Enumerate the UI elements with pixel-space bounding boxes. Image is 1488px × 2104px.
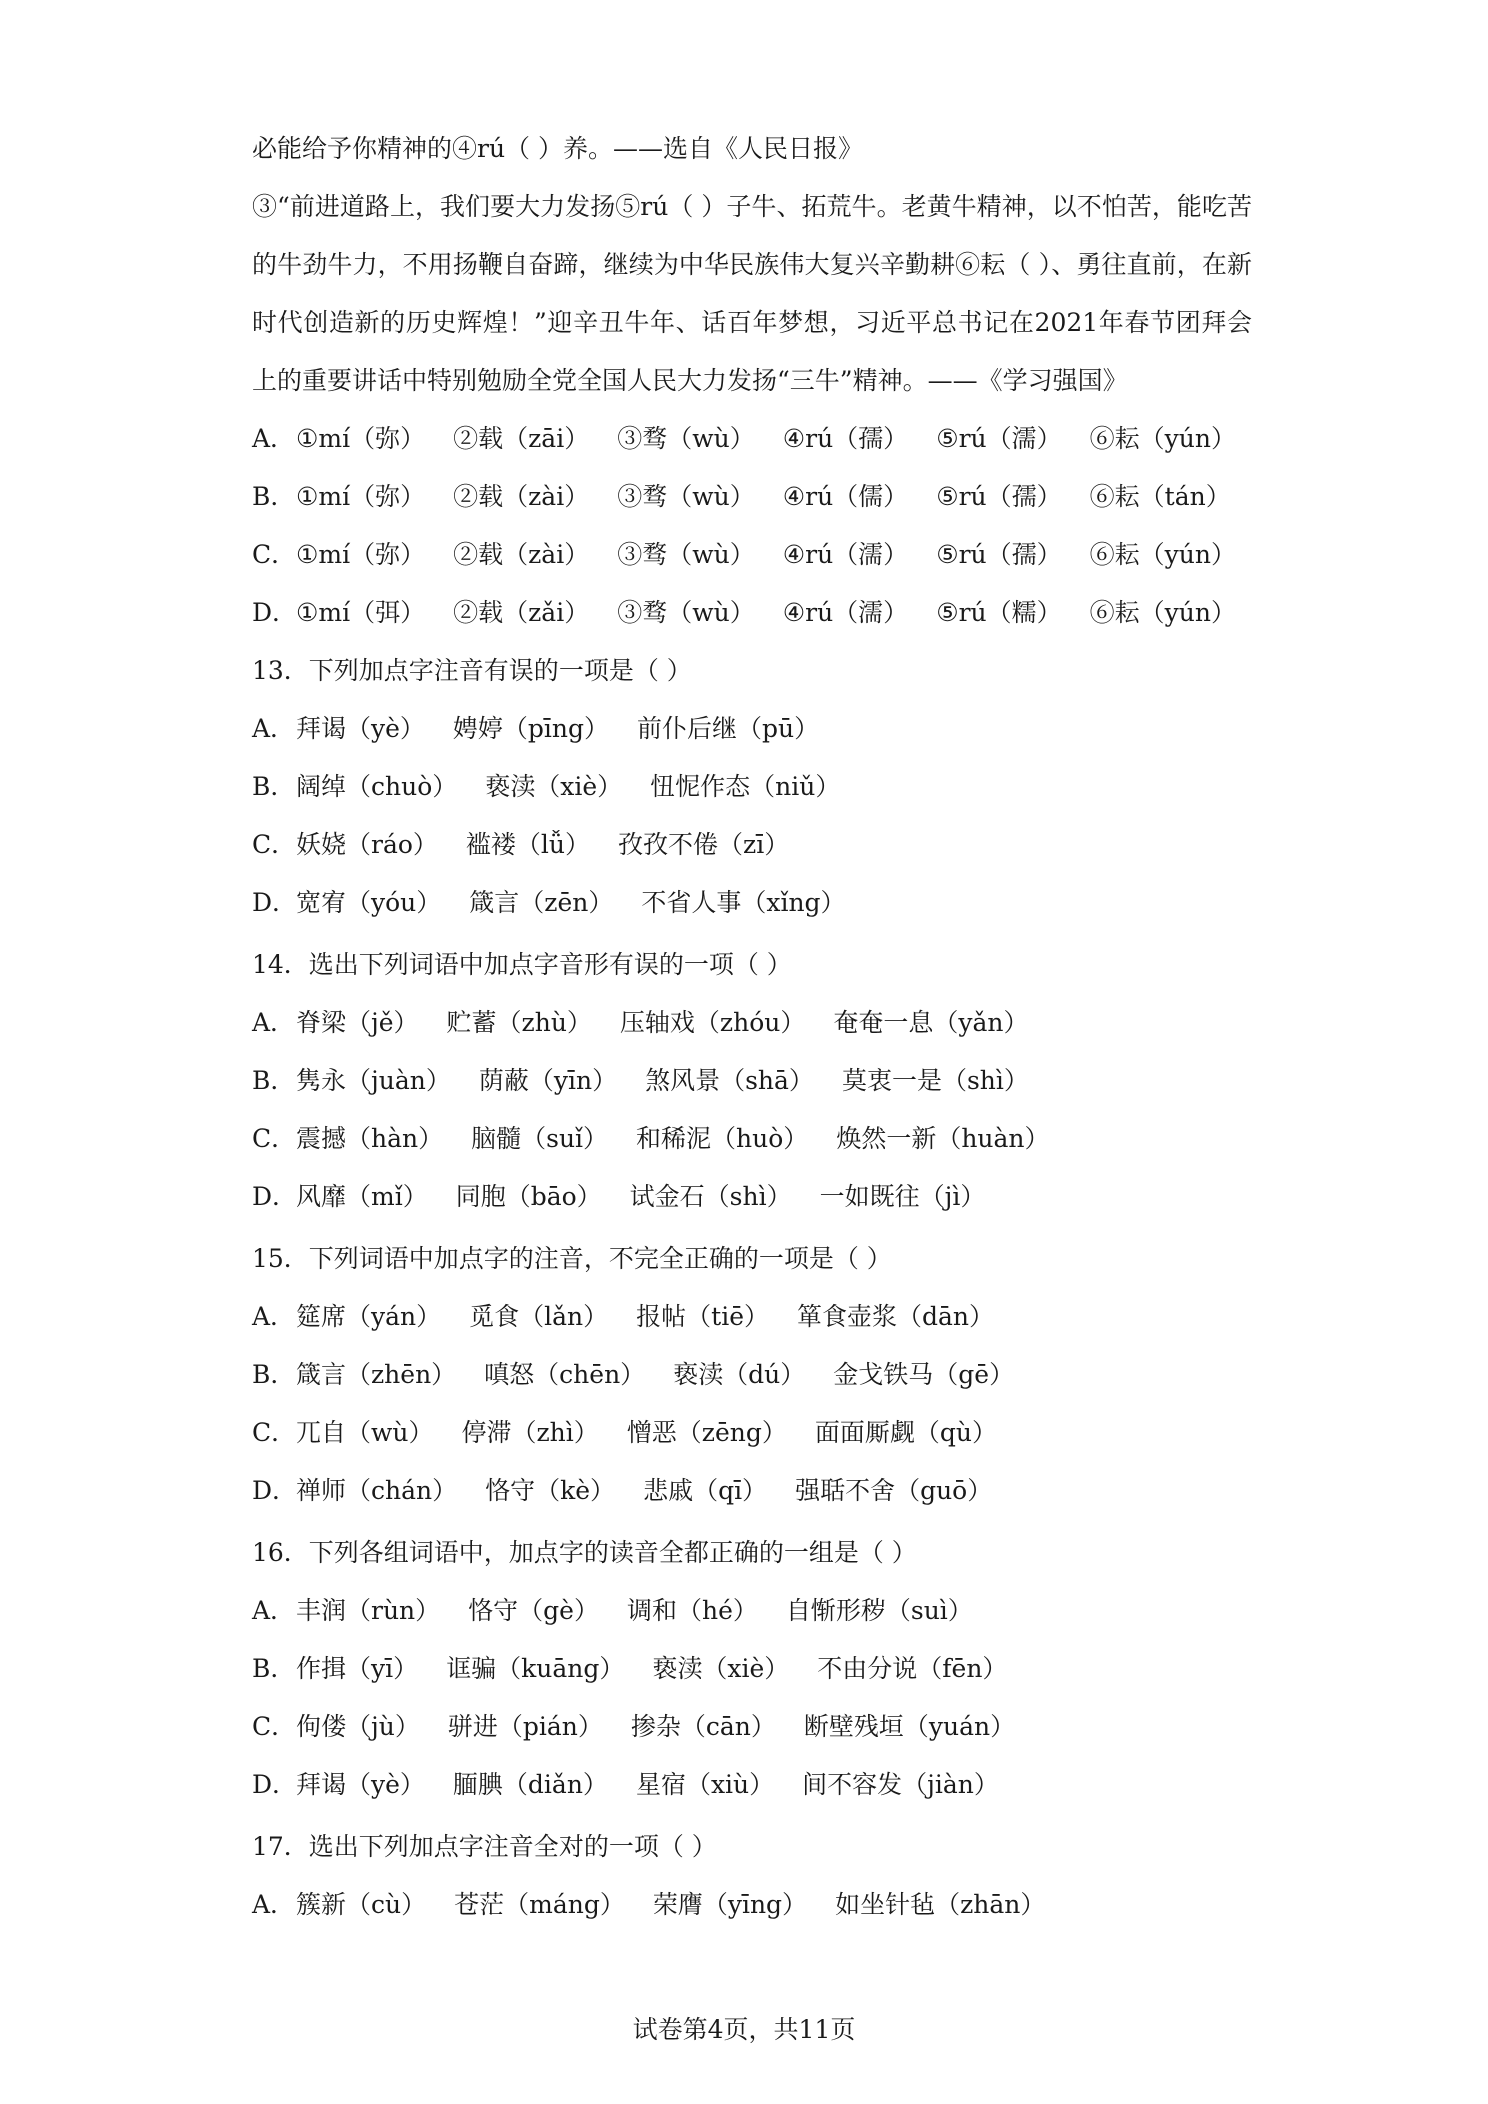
option-letter: D． [252,888,298,917]
option-item: 亵渎（xiè） [485,772,623,801]
option-item: 宽宥（yóu） [296,888,442,917]
option-row[interactable] [252,1346,1252,1404]
option-item: 恪守（gè） [468,1596,599,1625]
option-item: 忸怩作态（niǔ） [650,772,841,801]
question-title: 16．下列各组词语中，加点字的读音全都正确的一组是（ ） [252,1538,917,1567]
option-row[interactable] [252,874,1252,932]
option-item: 筵席（yán） [296,1302,442,1331]
page-content [252,120,1252,1934]
option-item: ⑤rú（濡） [936,424,1062,453]
option-row[interactable] [252,1756,1252,1814]
option-item: 作揖（yī） [296,1654,419,1683]
option-item: 嗔怒（chēn） [484,1360,646,1389]
option-item: ②载（zài） [453,482,590,511]
option-letter: C． [252,1418,297,1447]
option-row[interactable] [252,584,1252,642]
option-letter: D． [252,598,298,627]
option-item: 拜谒（yè） [296,714,425,743]
q12-options [252,410,1252,642]
option-letter: A． [252,424,296,453]
option-item: 恪守（kè） [485,1476,616,1505]
option-letter: A． [252,1890,296,1919]
option-item: ⑤rú（孺） [936,540,1062,569]
option-letter: D． [252,1476,298,1505]
option-item: ③骛（wù） [617,540,755,569]
option-item: ④rú（儒） [782,482,909,511]
option-letter: C． [252,540,297,569]
option-item: 试金石（shì） [629,1182,792,1211]
option-item: 腼腆（diǎn） [452,1770,608,1799]
option-row[interactable] [252,1876,1252,1934]
option-item: 箴言（zhēn） [296,1360,457,1389]
option-item: 金戈铁马（gē） [833,1360,1015,1389]
option-item: ③骛（wù） [617,482,755,511]
option-row[interactable] [252,758,1252,816]
option-item: 箪食壶浆（dān） [797,1302,995,1331]
option-item: 簇新（cù） [296,1890,427,1919]
question-14 [252,936,1252,1226]
option-item: ③骛（wù） [617,424,755,453]
option-item: 亵渎（xiè） [652,1654,790,1683]
option-item: ②载（zài） [453,540,590,569]
option-item: 断壁残垣（yuán） [803,1712,1016,1741]
option-item: 禅师（chán） [296,1476,458,1505]
question-15 [252,1230,1252,1520]
option-item: 强聒不舍（guō） [795,1476,993,1505]
option-item: 莫衷一是（shì） [841,1066,1029,1095]
option-item: 贮蓄（zhù） [446,1008,592,1037]
option-row[interactable] [252,1582,1252,1640]
option-item: 调和（hé） [626,1596,758,1625]
option-item: 脊梁（jě） [296,1008,419,1037]
option-item: 骈进（pián） [447,1712,603,1741]
option-item: ④rú（濡） [782,598,909,627]
question-title: 17．选出下列加点字注音全对的一项（ ） [252,1832,717,1861]
option-item: 丰润（rùn） [296,1596,441,1625]
question-title: 13．下列加点字注音有误的一项是（ ） [252,656,692,685]
option-item: ①mí（弥） [296,424,426,453]
option-letter: B． [252,482,296,511]
question-title: 15．下列词语中加点字的注音，不完全正确的一项是（ ） [252,1244,892,1273]
option-item: 亵渎（dú） [673,1360,806,1389]
option-row[interactable] [252,1168,1252,1226]
option-item: ⑥耘（yún） [1089,598,1236,627]
option-item: 兀自（wù） [296,1418,434,1447]
option-item: 同胞（bāo） [455,1182,602,1211]
option-letter: C． [252,1124,297,1153]
option-item: 停滞（zhì） [461,1418,599,1447]
option-item: 箴言（zēn） [469,888,614,917]
option-item: 不由分说（fēn） [817,1654,1008,1683]
option-item: 报帖（tiē） [636,1302,769,1331]
option-item: ②载（zāi） [453,424,590,453]
option-row[interactable] [252,994,1252,1052]
option-item: ⑥耘（tán） [1089,482,1231,511]
option-item: 娉婷（pīng） [452,714,610,743]
option-item: 如坐针毡（zhān） [835,1890,1046,1919]
option-item: 脑髓（suǐ） [471,1124,609,1153]
option-item: 压轴戏（zhóu） [619,1008,806,1037]
passage-paragraph: ③“前进道路上，我们要大力发扬⑤rú（ ）子牛、拓荒牛。老黄牛精神，以不怕苦，能吃苦的牛劲牛力，不用扬鞭自奋蹄，继续为中华民族伟大复兴辛勤耕⑥耘（ ）、勇往直前，在新时代创造新的历史辉煌！”迎辛丑牛年、话百年梦想，习近平总书记在2021年春节团拜会上的重要讲话中特别勉励全党全国人民大力发扬“三牛”精神。——《学习强国》 [252,192,1252,395]
option-item: ①mí（弥） [296,540,426,569]
option-item: 孜孜不倦（zī） [618,830,790,859]
option-letter: A． [252,1302,296,1331]
option-item: 震撼（hàn） [296,1124,444,1153]
option-item: 拜谒（yè） [296,1770,425,1799]
option-item: 觅食（lǎn） [469,1302,609,1331]
question-17 [252,1818,1252,1934]
option-item: 面面厮觑（qù） [814,1418,997,1447]
option-item: 自惭形秽（suì） [785,1596,973,1625]
option-item: 隽永（juàn） [296,1066,451,1095]
option-row[interactable] [252,526,1252,584]
option-letter: B． [252,1360,296,1389]
option-row[interactable] [252,1052,1252,1110]
option-letter: B． [252,1654,296,1683]
option-item: ①mí（弭） [296,598,426,627]
option-item: ⑥耘（yún） [1089,540,1236,569]
option-item: 风靡（mǐ） [296,1182,428,1211]
option-item: ③骛（wù） [617,598,755,627]
option-item: 前仆后继（pū） [637,714,820,743]
question-title: 14．选出下列词语中加点字音形有误的一项（ ） [252,950,792,979]
option-item: 煞风景（shā） [645,1066,814,1095]
option-item: 荣膺（yīng） [652,1890,808,1919]
option-item: 诓骗（kuāng） [446,1654,625,1683]
option-item: ⑤rú（孺） [936,482,1062,511]
option-item: 佝偻（jù） [296,1712,420,1741]
option-item: 焕然一新（huàn） [836,1124,1050,1153]
option-item: 苍茫（máng） [454,1890,625,1919]
question-16 [252,1524,1252,1814]
question-13 [252,642,1252,932]
option-letter: D． [252,1770,298,1799]
option-item: 奄奄一息（yǎn） [833,1008,1029,1037]
option-letter: D． [252,1182,298,1211]
option-item: ④rú（孺） [782,424,909,453]
option-item: 间不容发（jiàn） [802,1770,999,1799]
option-item: 悲戚（qī） [643,1476,768,1505]
option-item: 一如既往（jì） [819,1182,986,1211]
option-item: 褴褛（lǚ） [465,830,591,859]
option-letter: C． [252,830,297,859]
option-row[interactable] [252,816,1252,874]
option-row[interactable] [252,1462,1252,1520]
option-letter: A． [252,714,296,743]
option-item: 阔绰（chuò） [296,772,458,801]
option-item: ②载（zǎi） [453,598,590,627]
option-item: 星宿（xiù） [635,1770,775,1799]
option-row[interactable] [252,468,1252,526]
passage-line: 必能给予你精神的④rú（ ）养。——选自《人民日报》 [252,134,864,163]
option-item: 不省人事（xǐng） [641,888,846,917]
option-item: 妖娆（ráo） [296,830,438,859]
option-row[interactable] [252,410,1252,468]
option-letter: B． [252,772,296,801]
option-item: 和稀泥（huò） [636,1124,809,1153]
page-footer: 试卷第4页，共11页 [632,2015,856,2044]
option-row[interactable] [252,1110,1252,1168]
option-letter: A． [252,1008,296,1037]
option-item: ④rú（濡） [782,540,909,569]
option-item: ⑤rú（糯） [936,598,1062,627]
option-letter: C． [252,1712,297,1741]
option-row[interactable] [252,700,1252,758]
option-row[interactable] [252,1288,1252,1346]
option-item: 憎恶（zēng） [626,1418,787,1447]
option-row[interactable] [252,1640,1252,1698]
option-letter: B． [252,1066,296,1095]
option-row[interactable] [252,1698,1252,1756]
option-item: ⑥耘（yún） [1089,424,1236,453]
option-item: 荫蔽（yīn） [478,1066,618,1095]
option-item: 掺杂（cān） [630,1712,776,1741]
option-row[interactable] [252,1404,1252,1462]
option-letter: A． [252,1596,296,1625]
option-item: ①mí（弥） [296,482,426,511]
